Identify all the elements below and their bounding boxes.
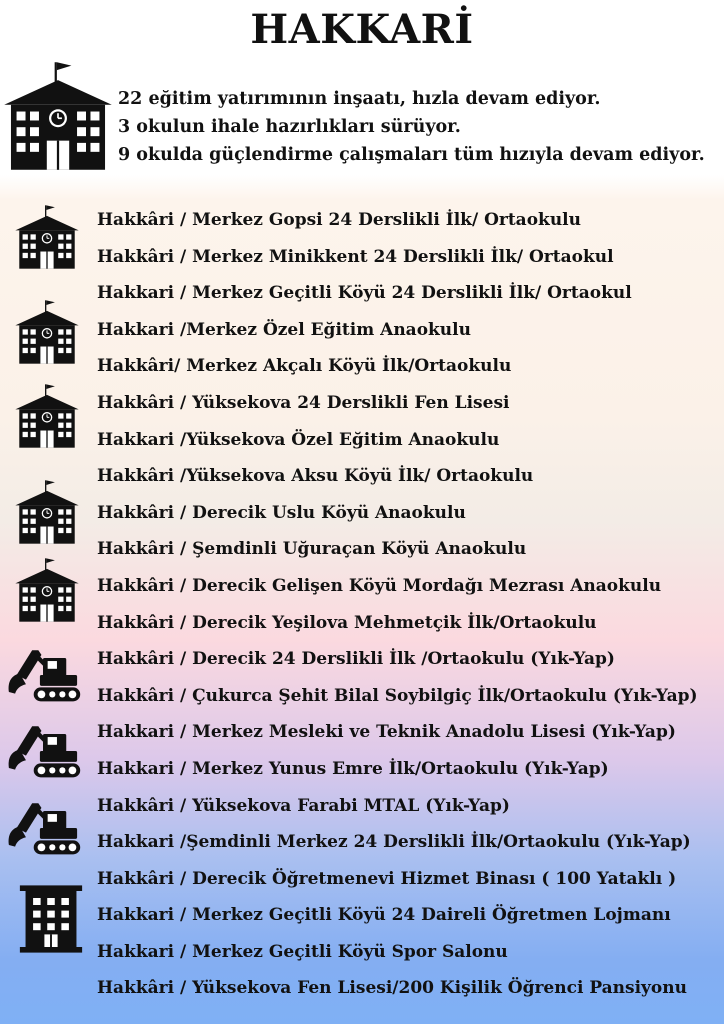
list-item: Hakkari / Merkez Geçitli Köyü Spor Salonu [97,941,508,962]
apartment-building-icon [18,884,84,954]
list-item: Hakkâri / Yüksekova Farabi MTAL (Yık-Yap) [97,795,510,816]
list-item: Hakkari /Şemdinli Merkez 24 Derslikli İlk/Ortaokulu (Yık-Yap) [97,832,691,853]
school-icon [14,557,80,623]
excavator-icon [4,720,82,782]
excavator-icon [4,644,82,706]
list-item: Hakkâri / Derecik Uslu Köyü Anaokulu [97,502,466,523]
school-icon [14,383,80,449]
summary-line: 9 okulda güçlendirme çalışmaları tüm hızıyla devam ediyor. [118,145,705,165]
list-item: Hakkari /Merkez Özel Eğitim Anaokulu [97,319,471,340]
school-icon [14,479,80,545]
list-item: Hakkari / Merkez Yunus Emre İlk/Ortaokulu (Yık-Yap) [97,758,609,779]
list-item: Hakkâri / Çukurca Şehit Bilal Soybilgiç İlk/Ortaokulu (Yık-Yap) [97,685,698,706]
list-item: Hakkâri / Şemdinli Uğuraçan Köyü Anaokulu [97,539,527,560]
list-item: Hakkâri / Merkez Gopsi 24 Derslikli İlk/ Ortaokulu [97,210,581,230]
school-icon [14,299,80,365]
list-item: Hakkâri / Yüksekova 24 Derslikli Fen Lisesi [97,392,510,413]
list-item: Hakkâri /Yüksekova Aksu Köyü İlk/ Ortaokulu [97,466,534,487]
page-title: HAKKARİ [250,6,474,53]
list-item: Hakkâri / Merkez Minikkent 24 Derslikli İlk/ Ortaokul [97,246,614,267]
school-icon [2,60,114,172]
list-item: Hakkari / Merkez Geçitli Köyü 24 Derslikli İlk/ Ortaokul [97,283,632,304]
list-item: Hakkari / Merkez Mesleki ve Teknik Anadolu Lisesi (Yık-Yap) [97,722,676,743]
list-item: Hakkâri/ Merkez Akçalı Köyü İlk/Ortaokulu [97,356,512,377]
summary-line: 3 okulun ihale hazırlıkları sürüyor. [118,117,461,137]
excavator-icon [4,797,82,859]
project-list [97,202,698,1007]
list-item: Hakkari / Merkez Geçitli Köyü 24 Daireli Öğretmen Lojmanı [97,905,671,926]
list-item: Hakkari /Yüksekova Özel Eğitim Anaokulu [97,429,500,450]
list-item: Hakkâri / Derecik Öğretmenevi Hizmet Binası ( 100 Yataklı ) [97,868,677,889]
list-item: Hakkâri / Derecik Gelişen Köyü Mordağı Mezrası Anaokulu [97,575,662,596]
school-icon [14,204,80,270]
list-item: Hakkâri / Yüksekova Fen Lisesi/200 Kişilik Öğrenci Pansiyonu [97,978,687,999]
summary-line: 22 eğitim yatırımının inşaatı, hızla devam ediyor. [118,89,601,109]
list-item: Hakkâri / Derecik 24 Derslikli İlk /Ortaokulu (Yık-Yap) [97,649,615,670]
summary-block [118,85,705,169]
list-item: Hakkâri / Derecik Yeşilova Mehmetçik İlk/Ortaokulu [97,612,597,633]
